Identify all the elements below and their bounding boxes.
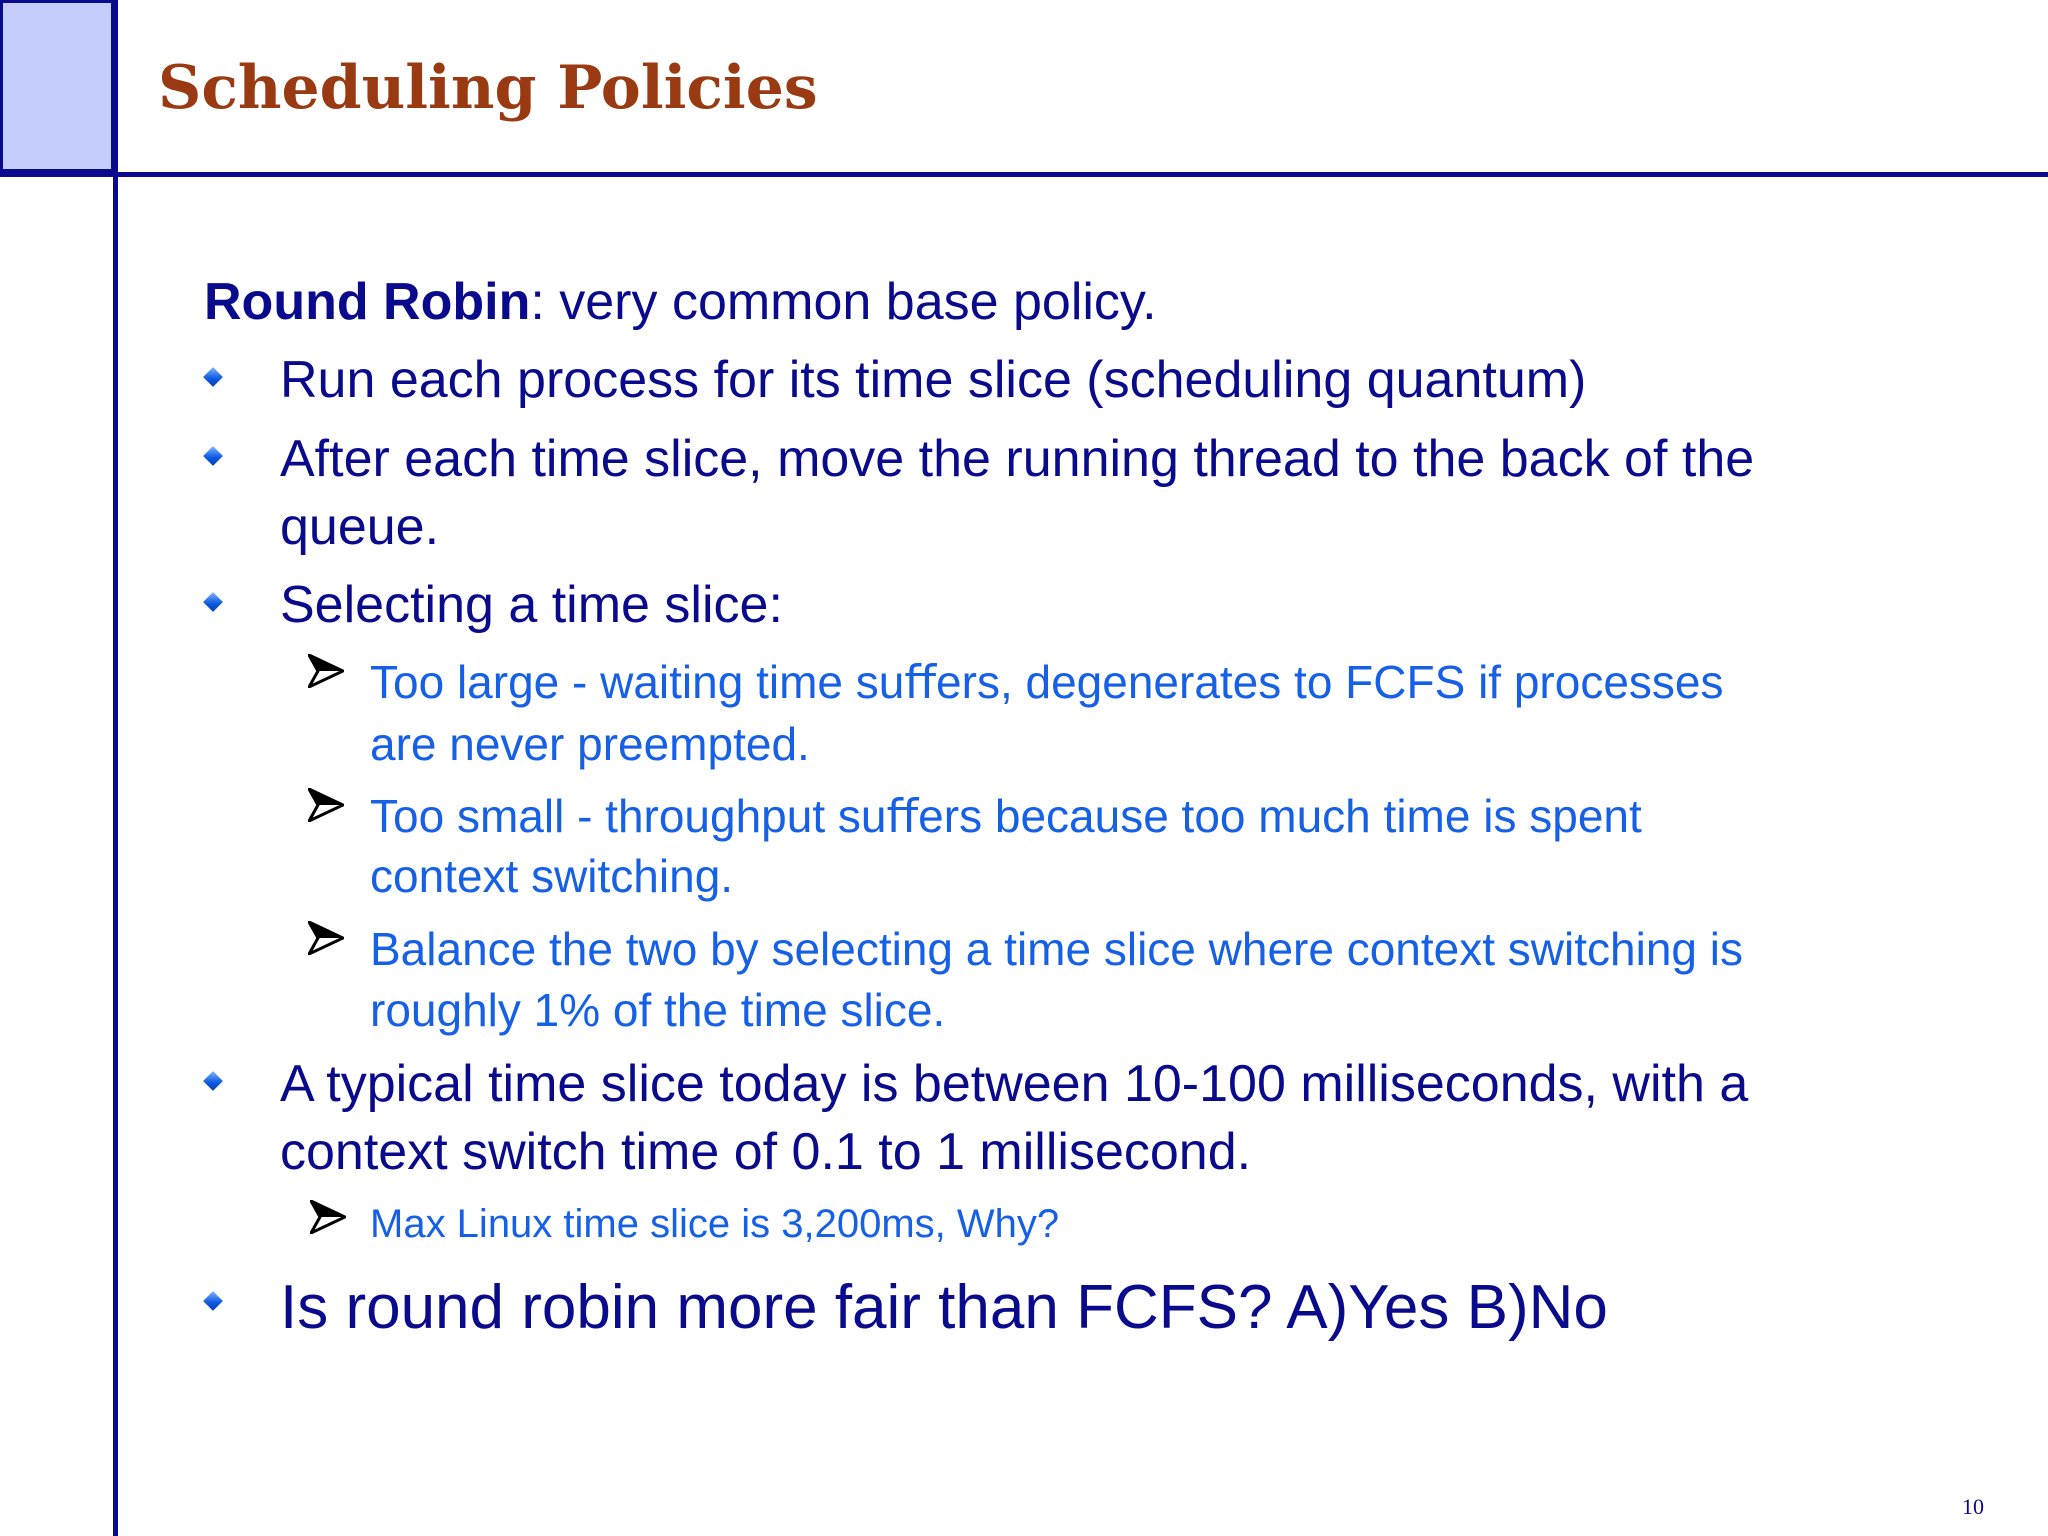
bullet-run-each: Run each process for its time slice (scheduling quantum) [280, 351, 1587, 409]
sub-bullet-too-large-line-2: are never preempted. [370, 718, 810, 770]
sub-bullet-too-small-line-2: context switching. [370, 850, 734, 902]
page-number: 10 [1962, 1494, 1984, 1519]
arrowhead-bullet-icon [308, 921, 344, 955]
sub-bullet-too-large-line-1: Too large - waiting time suﬀers, degenerates to FCFS if processes [370, 656, 1724, 708]
sub-bullet-max-linux: Max Linux time slice is 3,200ms, Why? [370, 1202, 1060, 1246]
bullet-after-each-line-2: queue. [280, 498, 440, 556]
diamond-bullet-icon [203, 1071, 223, 1091]
diamond-bullet-icon [203, 592, 223, 612]
sub-bullet-too-small-line-1: Too small - throughput suﬀers because too much time is spent [370, 790, 1642, 842]
sub-bullet-balance-line-1: Balance the two by selecting a time slice where context switching is [370, 923, 1743, 975]
intro-term: Round Robin [204, 273, 531, 331]
diamond-bullet-icon [203, 446, 223, 466]
intro-description: : very common base policy. [530, 273, 1157, 331]
arrowhead-bullet-icon [308, 654, 344, 688]
bullet-selecting: Selecting a time slice: [280, 576, 783, 634]
arrowhead-bullet-icon [310, 1200, 346, 1234]
diamond-bullet-icon [203, 367, 223, 387]
arrowhead-bullet-icon [308, 788, 344, 822]
bullet-after-each-line-1: After each time slice, move the running thread to the back of the [280, 430, 1755, 488]
slide-title: Scheduling Policies [158, 53, 818, 123]
sub-bullet-balance-line-2: roughly 1% of the time slice. [370, 984, 946, 1036]
bullet-fairness-question: Is round robin more fair than FCFS? A)Yes B)No [280, 1273, 1608, 1342]
intro-line [204, 272, 1157, 332]
bullet-typical-line-1: A typical time slice today is between 10-100 milliseconds, with a [280, 1055, 1749, 1113]
bullet-typical-line-2: context switch time of 0.1 to 1 millisecond. [280, 1123, 1252, 1181]
diamond-bullet-icon [203, 1291, 223, 1311]
